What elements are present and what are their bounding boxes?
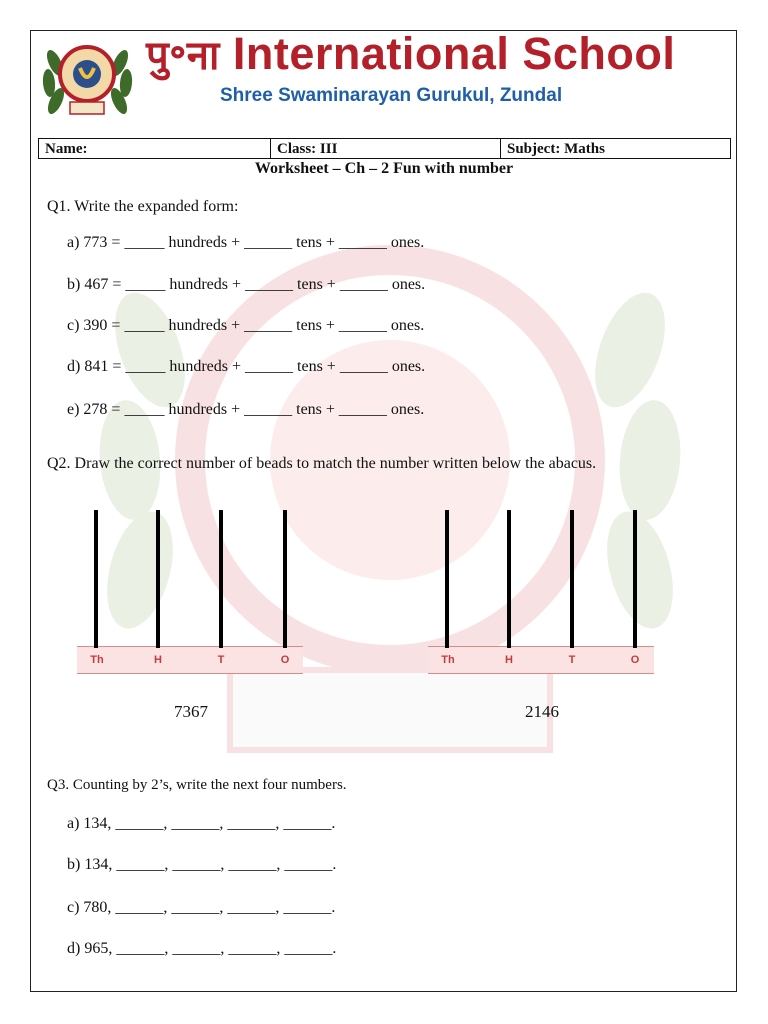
rod-label-ones: O — [280, 654, 290, 666]
name-cell[interactable]: Name: — [39, 139, 271, 158]
worksheet-title: Worksheet – Ch – 2 Fun with number — [254, 160, 514, 177]
abacus-rod-hundreds[interactable] — [507, 510, 511, 648]
q2-heading: Q2. Draw the correct number of beads to match the number written below the abacus. — [47, 455, 597, 472]
q3-item[interactable]: d) 965, ______, ______, ______, ______. — [67, 940, 337, 957]
subject-cell: Subject: Maths — [507, 141, 605, 157]
abacus-rod-thousands[interactable] — [445, 510, 449, 648]
school-logo — [40, 38, 135, 118]
rod-label-ones: O — [630, 654, 640, 666]
q3-heading: Q3. Counting by 2’s, write the next four numbers. — [47, 777, 347, 793]
abacus-rod-ones[interactable] — [283, 510, 287, 648]
q1-item[interactable]: a) 773 = _____ hundreds + ______ tens + ______ ones. — [67, 234, 425, 251]
rod-label-thousands: Th — [441, 654, 455, 666]
q1-item[interactable]: d) 841 = _____ hundreds + ______ tens + ______ ones. — [67, 358, 426, 375]
abacus-base — [428, 646, 654, 674]
abacus-rod-thousands[interactable] — [94, 510, 98, 648]
class-cell: Class: III — [271, 139, 501, 158]
abacus-number-right: 2146 — [525, 702, 559, 721]
school-name-hindi: पु॰ना — [146, 33, 220, 79]
rod-label-hundreds: H — [154, 654, 162, 666]
rod-label-tens: T — [568, 654, 576, 666]
rod-label-tens: T — [217, 654, 225, 666]
abacus-left[interactable] — [77, 508, 303, 676]
abacus-rod-hundreds[interactable] — [156, 510, 160, 648]
abacus-rod-tens[interactable] — [219, 510, 223, 648]
abacus-right[interactable] — [428, 508, 654, 676]
rod-label-hundreds: H — [505, 654, 513, 666]
abacus-number-left: 7367 — [174, 702, 208, 721]
abacus-rod-ones[interactable] — [633, 510, 637, 648]
q1-item[interactable]: c) 390 = _____ hundreds + ______ tens + ______ ones. — [67, 317, 425, 334]
q3-item[interactable]: c) 780, ______, ______, ______, ______. — [67, 899, 336, 916]
q3-item[interactable]: a) 134, ______, ______, ______, ______. — [67, 815, 336, 832]
abacus-rod-tens[interactable] — [570, 510, 574, 648]
abacus-base — [77, 646, 303, 674]
q1-item[interactable]: e) 278 = _____ hundreds + ______ tens + ______ ones. — [67, 401, 425, 418]
school-name — [146, 26, 675, 81]
rod-label-thousands: Th — [90, 654, 104, 666]
school-name-english: International School — [232, 28, 676, 79]
school-subtitle: Shree Swaminarayan Gurukul, Zundal — [220, 85, 563, 106]
q1-heading: Q1. Write the expanded form: — [47, 198, 239, 215]
q3-item[interactable]: b) 134, ______, ______, ______, ______. — [67, 856, 337, 873]
q1-item[interactable]: b) 467 = _____ hundreds + ______ tens + ______ ones. — [67, 276, 426, 293]
student-info-table — [38, 138, 731, 159]
